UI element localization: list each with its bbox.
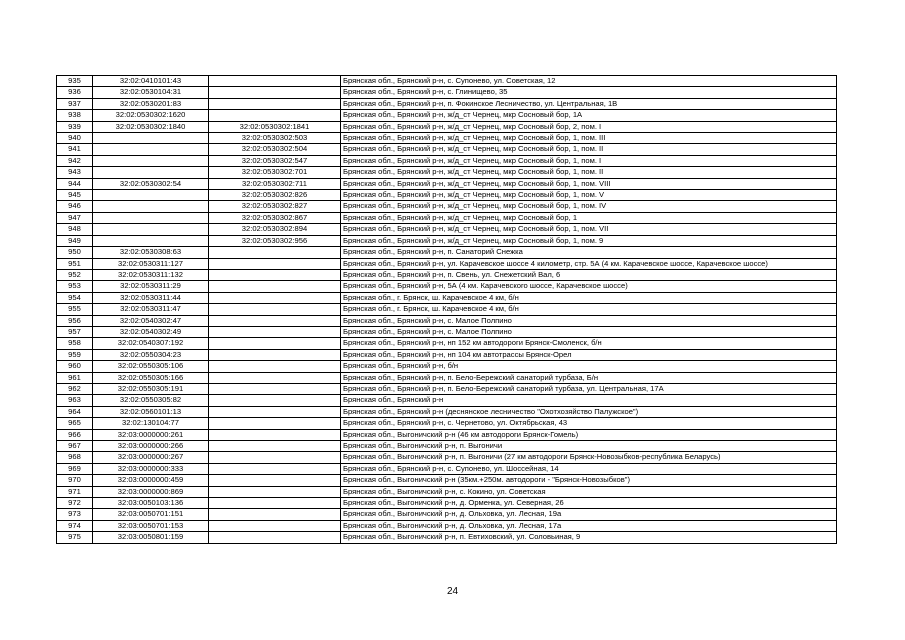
premises-cadastral-number-cell (209, 258, 341, 269)
address-cell: Брянская обл., Брянский р-н (деснянское лесничество "Охотхозяйство Палужское") (341, 406, 837, 417)
row-number-cell: 941 (57, 144, 93, 155)
premises-cadastral-number-cell: 32:02:0530302:504 (209, 144, 341, 155)
row-number-cell: 951 (57, 258, 93, 269)
premises-cadastral-number-cell (209, 475, 341, 486)
premises-cadastral-number-cell: 32:02:0530302:503 (209, 133, 341, 144)
premises-cadastral-number-cell (209, 418, 341, 429)
premises-cadastral-number-cell: 32:02:0530302:1841 (209, 121, 341, 132)
table-row (57, 475, 837, 486)
table-row (57, 224, 837, 235)
cadastral-number-cell: 32:03:0050701:153 (93, 520, 209, 531)
address-cell: Брянская обл., Выгоничский р-н, д. Ольховка, ул. Лесная, 17а (341, 520, 837, 531)
row-number-cell: 972 (57, 498, 93, 509)
row-number-cell: 967 (57, 441, 93, 452)
table-row (57, 292, 837, 303)
premises-cadastral-number-cell: 32:02:0530302:956 (209, 235, 341, 246)
table-row (57, 532, 837, 543)
table-row (57, 178, 837, 189)
row-number-cell: 962 (57, 383, 93, 394)
address-cell: Брянская обл., Выгоничский р-н, д. Орменка, ул. Северная, 26 (341, 498, 837, 509)
row-number-cell: 963 (57, 395, 93, 406)
address-cell: Брянская обл., Брянский р-н, п. Бело-Бережский санаторий турбаза, ул. Центральная, 17А (341, 383, 837, 394)
table-row (57, 155, 837, 166)
table-row (57, 520, 837, 531)
cadastral-number-cell (93, 212, 209, 223)
cadastral-number-cell (93, 155, 209, 166)
row-number-cell: 942 (57, 155, 93, 166)
table-row (57, 452, 837, 463)
row-number-cell: 965 (57, 418, 93, 429)
address-cell: Брянская обл., г. Брянск, ш. Карачевское 4 км, б/н (341, 292, 837, 303)
cadastral-number-cell: 32:02:0530311:127 (93, 258, 209, 269)
table-row (57, 258, 837, 269)
row-number-cell: 964 (57, 406, 93, 417)
premises-cadastral-number-cell (209, 406, 341, 417)
premises-cadastral-number-cell (209, 372, 341, 383)
cadastral-number-cell: 32:02:0550305:82 (93, 395, 209, 406)
cadastral-number-cell: 32:03:0050103:136 (93, 498, 209, 509)
table-row (57, 281, 837, 292)
cadastral-number-cell: 32:02:0530302:1840 (93, 121, 209, 132)
premises-cadastral-number-cell: 32:02:0530302:711 (209, 178, 341, 189)
premises-cadastral-number-cell (209, 110, 341, 121)
table-row (57, 498, 837, 509)
row-number-cell: 936 (57, 87, 93, 98)
table-row (57, 429, 837, 440)
premises-cadastral-number-cell (209, 326, 341, 337)
table-row (57, 212, 837, 223)
address-cell: Брянская обл., Брянский р-н, ж/д_ст Чернец, мкр Сосновый бор, 1, пом. 9 (341, 235, 837, 246)
table-row (57, 441, 837, 452)
address-cell: Брянская обл., Брянский р-н, п. Бело-Бережский санаторий турбаза, Б/н (341, 372, 837, 383)
premises-cadastral-number-cell (209, 269, 341, 280)
row-number-cell: 943 (57, 167, 93, 178)
cadastral-number-cell: 32:02:0530308:63 (93, 247, 209, 258)
row-number-cell: 935 (57, 76, 93, 87)
premises-cadastral-number-cell: 32:02:0530302:894 (209, 224, 341, 235)
premises-cadastral-number-cell (209, 452, 341, 463)
row-number-cell: 971 (57, 486, 93, 497)
row-number-cell: 949 (57, 235, 93, 246)
cadastral-number-cell (93, 201, 209, 212)
address-cell: Брянская обл., Выгоничский р-н, п. Евтиховский, ул. Соловьиная, 9 (341, 532, 837, 543)
cadastral-number-cell: 32:03:0000000:869 (93, 486, 209, 497)
address-cell: Брянская обл., Брянский р-н, ж/д_ст Чернец, мкр Сосновый бор, 1, пом. III (341, 133, 837, 144)
row-number-cell: 960 (57, 361, 93, 372)
premises-cadastral-number-cell: 32:02:0530302:867 (209, 212, 341, 223)
table-row (57, 133, 837, 144)
premises-cadastral-number-cell (209, 349, 341, 360)
address-cell: Брянская обл., Брянский р-н, б/н (341, 361, 837, 372)
table-row (57, 338, 837, 349)
row-number-cell: 944 (57, 178, 93, 189)
table-row (57, 315, 837, 326)
address-cell: Брянская обл., г. Брянск, ш. Карачевское 4 км, б/н (341, 304, 837, 315)
row-number-cell: 937 (57, 98, 93, 109)
table-row (57, 418, 837, 429)
address-cell: Брянская обл., Выгоничский р-н, п. Выгоничи (341, 441, 837, 452)
row-number-cell: 974 (57, 520, 93, 531)
row-number-cell: 946 (57, 201, 93, 212)
cadastral-number-cell (93, 144, 209, 155)
cadastral-number-cell: 32:02:0540302:47 (93, 315, 209, 326)
address-cell: Брянская обл., Брянский р-н, ж/д_ст Чернец, мкр Сосновый бор, 1, пом. IV (341, 201, 837, 212)
row-number-cell: 956 (57, 315, 93, 326)
cadastral-number-cell: 32:02:0530311:44 (93, 292, 209, 303)
row-number-cell: 958 (57, 338, 93, 349)
cadastral-number-cell: 32:02:0540307:192 (93, 338, 209, 349)
cadastral-number-cell: 32:02:0530302:54 (93, 178, 209, 189)
address-cell: Брянская обл., Брянский р-н, с. Малое Полпино (341, 326, 837, 337)
row-number-cell: 938 (57, 110, 93, 121)
cadastral-number-cell: 32:02:0530104:31 (93, 87, 209, 98)
cadastral-number-cell: 32:02:130104:77 (93, 418, 209, 429)
table-row (57, 304, 837, 315)
premises-cadastral-number-cell (209, 76, 341, 87)
row-number-cell: 954 (57, 292, 93, 303)
table-row (57, 509, 837, 520)
cadastral-number-cell: 32:02:0560101:13 (93, 406, 209, 417)
row-number-cell: 940 (57, 133, 93, 144)
cadastral-number-cell: 32:03:0050701:151 (93, 509, 209, 520)
register-table-body (57, 76, 837, 544)
address-cell: Брянская обл., Брянский р-н, с. Малое Полпино (341, 315, 837, 326)
address-cell: Брянская обл., Выгоничский р-н (46 км автодороги Брянск-Гомель) (341, 429, 837, 440)
cadastral-number-cell: 32:02:0530311:47 (93, 304, 209, 315)
address-cell: Брянская обл., Выгоничский р-н, п. Выгоничи (27 км автодороги Брянск-Новозыбков-республика Беларусь) (341, 452, 837, 463)
address-cell: Брянская обл., Выгоничский р-н, с. Кокино, ул. Советская (341, 486, 837, 497)
table-row (57, 486, 837, 497)
cadastral-number-cell (93, 167, 209, 178)
address-cell: Брянская обл., Брянский р-н, п. Санаторий Снежка (341, 247, 837, 258)
address-cell: Брянская обл., Брянский р-н, ж/д_ст Чернец, мкр Сосновый бор, 1, пом. I (341, 155, 837, 166)
row-number-cell: 955 (57, 304, 93, 315)
table-row (57, 247, 837, 258)
address-cell: Брянская обл., Брянский р-н, 5А (4 км. Карачевского шоссе, Карачевское шоссе) (341, 281, 837, 292)
address-cell: Брянская обл., Брянский р-н, п. Фокинское Лесничество, ул. Центральная, 1В (341, 98, 837, 109)
cadastral-number-cell: 32:02:0550305:191 (93, 383, 209, 394)
row-number-cell: 948 (57, 224, 93, 235)
cadastral-number-cell: 32:02:0550305:106 (93, 361, 209, 372)
table-row (57, 349, 837, 360)
address-cell: Брянская обл., Брянский р-н, ж/д_ст Чернец, мкр Сосновый бор, 1А (341, 110, 837, 121)
cadastral-number-cell (93, 190, 209, 201)
address-cell: Брянская обл., Выгоничский р-н, д. Ольховка, ул. Лесная, 19а (341, 509, 837, 520)
premises-cadastral-number-cell (209, 292, 341, 303)
table-row (57, 326, 837, 337)
address-cell: Брянская обл., Брянский р-н (341, 395, 837, 406)
address-cell: Брянская обл., Брянский р-н, п. Свень, ул. Снежетский Вал, 6 (341, 269, 837, 280)
premises-cadastral-number-cell (209, 509, 341, 520)
row-number-cell: 947 (57, 212, 93, 223)
table-row (57, 144, 837, 155)
address-cell: Брянская обл., Брянский р-н, ж/д_ст Чернец, мкр Сосновый бор, 1, пом. VII (341, 224, 837, 235)
row-number-cell: 945 (57, 190, 93, 201)
table-row (57, 463, 837, 474)
table-row (57, 235, 837, 246)
address-cell: Брянская обл., Брянский р-н, ж/д_ст Чернец, мкр Сосновый бор, 1, пом. II (341, 167, 837, 178)
address-cell: Брянская обл., Брянский р-н, нп 104 км автотрассы Брянск-Орел (341, 349, 837, 360)
table-row (57, 76, 837, 87)
cadastral-number-cell: 32:03:0050801:159 (93, 532, 209, 543)
table-row (57, 121, 837, 132)
premises-cadastral-number-cell (209, 98, 341, 109)
cadastral-number-cell: 32:02:0550305:166 (93, 372, 209, 383)
cadastral-number-cell: 32:02:0410101:43 (93, 76, 209, 87)
premises-cadastral-number-cell: 32:02:0530302:701 (209, 167, 341, 178)
address-cell: Брянская обл., Брянский р-н, ж/д_ст Чернец, мкр Сосновый бор, 1, пом. VIII (341, 178, 837, 189)
row-number-cell: 969 (57, 463, 93, 474)
cadastral-number-cell (93, 224, 209, 235)
premises-cadastral-number-cell (209, 532, 341, 543)
row-number-cell: 959 (57, 349, 93, 360)
address-cell: Брянская обл., Выгоничский р-н (35км.+250м. автодороги - "Брянск-Новозыбков") (341, 475, 837, 486)
address-cell: Брянская обл., Брянский р-н, ж/д_ст Чернец, мкр Сосновый бор, 1, пом. II (341, 144, 837, 155)
cadastral-number-cell: 32:02:0530201:83 (93, 98, 209, 109)
cadastral-number-cell: 32:02:0540302:49 (93, 326, 209, 337)
cadastral-number-cell: 32:03:0000000:267 (93, 452, 209, 463)
row-number-cell: 973 (57, 509, 93, 520)
address-cell: Брянская обл., Брянский р-н, ж/д_ст Чернец, мкр Сосновый бор, 1 (341, 212, 837, 223)
address-cell: Брянская обл., Брянский р-н, с. Глинищево, 35 (341, 87, 837, 98)
address-cell: Брянская обл., Брянский р-н, ж/д_ст Чернец, мкр Сосновый бор, 1, пом. V (341, 190, 837, 201)
table-row (57, 201, 837, 212)
table-row (57, 190, 837, 201)
premises-cadastral-number-cell (209, 395, 341, 406)
premises-cadastral-number-cell (209, 383, 341, 394)
cadastral-number-cell: 32:02:0550304:23 (93, 349, 209, 360)
premises-cadastral-number-cell (209, 486, 341, 497)
row-number-cell: 950 (57, 247, 93, 258)
cadastral-number-cell: 32:03:0000000:459 (93, 475, 209, 486)
address-cell: Брянская обл., Брянский р-н, нп 152 км автодороги Брянск-Смоленск, б/н (341, 338, 837, 349)
row-number-cell: 957 (57, 326, 93, 337)
address-cell: Брянская обл., Брянский р-н, с. Супонево, ул. Шоссейная, 14 (341, 463, 837, 474)
table-row (57, 98, 837, 109)
premises-cadastral-number-cell (209, 520, 341, 531)
premises-cadastral-number-cell (209, 463, 341, 474)
cadastral-number-cell (93, 235, 209, 246)
premises-cadastral-number-cell (209, 338, 341, 349)
register-table (56, 75, 837, 544)
table-row (57, 361, 837, 372)
premises-cadastral-number-cell (209, 498, 341, 509)
cadastral-number-cell (93, 133, 209, 144)
premises-cadastral-number-cell (209, 361, 341, 372)
cadastral-number-cell: 32:03:0000000:333 (93, 463, 209, 474)
address-cell: Брянская обл., Брянский р-н, ул. Карачевское шоссе 4 километр, стр. 5А (4 км. Карачевское шоссе, Карачевское шоссе) (341, 258, 837, 269)
table-row (57, 383, 837, 394)
table-row (57, 110, 837, 121)
premises-cadastral-number-cell (209, 429, 341, 440)
premises-cadastral-number-cell (209, 281, 341, 292)
cadastral-number-cell: 32:02:0530302:1620 (93, 110, 209, 121)
table-row (57, 406, 837, 417)
premises-cadastral-number-cell (209, 247, 341, 258)
premises-cadastral-number-cell: 32:02:0530302:547 (209, 155, 341, 166)
premises-cadastral-number-cell: 32:02:0530302:826 (209, 190, 341, 201)
cadastral-number-cell: 32:03:0000000:261 (93, 429, 209, 440)
row-number-cell: 970 (57, 475, 93, 486)
table-row (57, 395, 837, 406)
row-number-cell: 968 (57, 452, 93, 463)
premises-cadastral-number-cell (209, 441, 341, 452)
page-number: 24 (446, 586, 459, 597)
address-cell: Брянская обл., Брянский р-н, ж/д_ст Чернец, мкр Сосновый бор, 2, пом. I (341, 121, 837, 132)
table-row (57, 269, 837, 280)
premises-cadastral-number-cell (209, 87, 341, 98)
premises-cadastral-number-cell (209, 315, 341, 326)
row-number-cell: 961 (57, 372, 93, 383)
table-row (57, 372, 837, 383)
row-number-cell: 975 (57, 532, 93, 543)
cadastral-number-cell: 32:02:0530311:132 (93, 269, 209, 280)
address-cell: Брянская обл., Брянский р-н, с. Супонево, ул. Советская, 12 (341, 76, 837, 87)
cadastral-number-cell: 32:02:0530311:29 (93, 281, 209, 292)
row-number-cell: 953 (57, 281, 93, 292)
cadastral-number-cell: 32:03:0000000:266 (93, 441, 209, 452)
premises-cadastral-number-cell (209, 304, 341, 315)
premises-cadastral-number-cell: 32:02:0530302:827 (209, 201, 341, 212)
row-number-cell: 939 (57, 121, 93, 132)
table-row (57, 167, 837, 178)
address-cell: Брянская обл., Брянский р-н, с. Чернетово, ул. Октябрьская, 43 (341, 418, 837, 429)
row-number-cell: 966 (57, 429, 93, 440)
table-row (57, 87, 837, 98)
row-number-cell: 952 (57, 269, 93, 280)
